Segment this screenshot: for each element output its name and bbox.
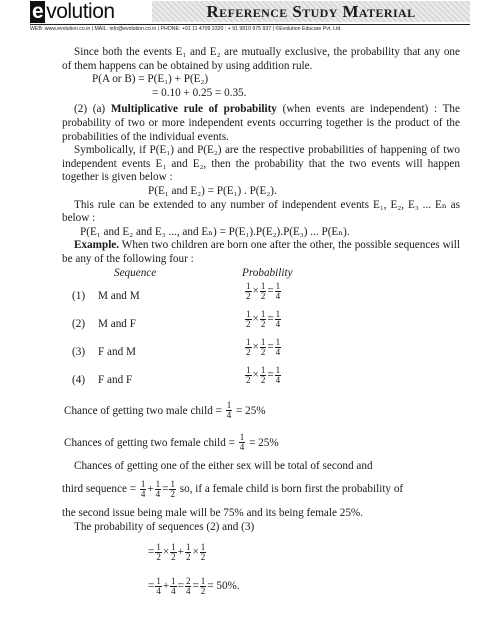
numerator: 1 bbox=[260, 336, 266, 347]
numerator: 1 bbox=[275, 364, 281, 375]
fraction-half bbox=[260, 310, 267, 329]
fraction-half bbox=[245, 282, 252, 301]
equals-sign: = bbox=[267, 368, 274, 381]
equation-addition bbox=[92, 73, 460, 87]
fraction-half bbox=[260, 282, 267, 301]
fraction-quarter bbox=[155, 480, 162, 499]
table-row bbox=[62, 338, 460, 366]
numerator: 1 bbox=[156, 542, 161, 553]
column-probability: Probability bbox=[242, 266, 293, 279]
sequence-result-line bbox=[148, 572, 460, 600]
fraction-quarter bbox=[275, 366, 282, 385]
chance-two-female bbox=[64, 430, 460, 456]
denominator: 4 bbox=[171, 586, 176, 597]
denominator: 4 bbox=[275, 318, 281, 329]
example-label: Example. bbox=[74, 239, 120, 252]
chance-two-female-text: Chances of getting two female child = bbox=[64, 436, 235, 449]
row-probability bbox=[244, 282, 282, 301]
numerator: 1 bbox=[156, 576, 161, 587]
column-sequence: Sequence bbox=[114, 266, 157, 279]
sequence-table bbox=[62, 282, 460, 394]
row-sequence: F and M bbox=[98, 345, 136, 358]
denominator: 2 bbox=[200, 586, 206, 597]
plus-sign: + bbox=[147, 483, 154, 496]
row-index: (4) bbox=[72, 373, 86, 386]
fraction-half bbox=[200, 577, 207, 596]
sequence-table-header bbox=[62, 267, 460, 282]
numerator: 1 bbox=[226, 400, 232, 411]
fraction-half bbox=[245, 366, 252, 385]
equation-addition-line1: P(A or B) = P(E₁) + P(E₂) bbox=[92, 73, 209, 86]
percent-result: = 25% bbox=[236, 404, 266, 417]
logo-e-mark: e bbox=[32, 0, 44, 23]
times-sign: × bbox=[192, 546, 199, 559]
equals-sign: = bbox=[148, 580, 155, 593]
plus-sign: + bbox=[162, 580, 170, 593]
numerator: 1 bbox=[275, 336, 281, 347]
table-row bbox=[62, 282, 460, 310]
denominator: 4 bbox=[275, 346, 281, 357]
numerator: 1 bbox=[140, 479, 146, 490]
denominator: 2 bbox=[170, 489, 175, 500]
table-row bbox=[62, 366, 460, 394]
numerator: 1 bbox=[246, 336, 251, 347]
numerator: 1 bbox=[246, 364, 251, 375]
row-sequence: F and F bbox=[98, 373, 133, 386]
equals-sign: = bbox=[192, 580, 199, 593]
logo-wordmark: volution bbox=[46, 0, 115, 23]
page-header bbox=[30, 0, 470, 38]
fraction-quarter bbox=[155, 577, 162, 596]
fraction-quarter bbox=[140, 480, 147, 499]
denominator: 2 bbox=[246, 318, 251, 329]
denominator: 4 bbox=[275, 290, 281, 301]
equals-sign: = bbox=[162, 483, 169, 496]
row-sequence: M and M bbox=[98, 289, 140, 302]
row-probability bbox=[244, 366, 282, 385]
equation-product: P(E₁ and E₂) = P(E₁) . P(E₂). bbox=[148, 184, 277, 197]
paragraph-multiplicative-rule bbox=[62, 103, 460, 144]
rule-text: (when events are independent) : The probability of two or more independent events occurring together is the product of the probabilities of the individual events. bbox=[62, 103, 460, 143]
sequence-sum-line bbox=[148, 538, 460, 566]
denominator: 2 bbox=[185, 552, 191, 563]
page-content bbox=[62, 46, 460, 600]
second-issue-line: the second issue being male will be 75% and its being female 25%. bbox=[62, 507, 364, 520]
denominator: 4 bbox=[239, 442, 245, 453]
rule-title: Multiplicative rule of probability bbox=[110, 103, 277, 116]
fraction-quarter bbox=[239, 433, 246, 452]
plus-sign: + bbox=[177, 546, 184, 559]
equals-sign: = bbox=[177, 580, 184, 593]
denominator: 2 bbox=[260, 290, 266, 301]
equals-sign: = bbox=[267, 340, 274, 353]
equals-sign: = bbox=[267, 284, 274, 297]
denominator: 2 bbox=[246, 346, 251, 357]
numerator: 1 bbox=[200, 576, 206, 587]
numerator: 2 bbox=[185, 576, 191, 587]
row-probability bbox=[244, 338, 282, 357]
row-probability bbox=[244, 310, 282, 329]
row-index: (2) bbox=[72, 317, 86, 330]
equals-sign: = bbox=[267, 312, 274, 325]
denominator: 2 bbox=[200, 552, 206, 563]
example-text: When two children are born one after the other, the possible sequences will be any of the following four : bbox=[62, 239, 460, 265]
times-sign: × bbox=[252, 312, 259, 325]
numerator: 1 bbox=[260, 364, 266, 375]
numerator: 1 bbox=[171, 576, 176, 587]
times-sign: × bbox=[252, 368, 259, 381]
chance-two-male bbox=[64, 398, 460, 424]
numerator: 1 bbox=[246, 280, 251, 291]
third-sequence-label: third sequence = bbox=[62, 483, 137, 496]
fraction-half bbox=[155, 543, 162, 562]
fraction-two-quarters bbox=[185, 577, 192, 596]
numerator: 1 bbox=[239, 432, 245, 443]
fraction-quarter bbox=[170, 577, 177, 596]
paragraph-either-sex: Chances of getting one of the either sex will be total of second and bbox=[74, 459, 373, 472]
table-row bbox=[62, 310, 460, 338]
paragraph-extension: This rule can be extended to any number of independent events E₁, E₂, E₃ ... Eₙ as below : bbox=[62, 198, 460, 225]
fraction-half bbox=[245, 310, 252, 329]
numerator: 1 bbox=[200, 542, 206, 553]
denominator: 4 bbox=[140, 489, 146, 500]
times-sign: × bbox=[252, 284, 259, 297]
denominator: 4 bbox=[226, 410, 232, 421]
fraction-half bbox=[245, 338, 252, 357]
denominator: 2 bbox=[156, 552, 161, 563]
numerator: 1 bbox=[155, 479, 161, 490]
equals-sign: = bbox=[148, 546, 155, 559]
numerator: 1 bbox=[170, 479, 175, 490]
fraction-half bbox=[169, 480, 176, 499]
paragraph-exclusive: Since both the events E₁ and E₂ are mutually exclusive, the probability that any one of them happens can be obtained by using addition rule. bbox=[62, 46, 460, 72]
fraction-half bbox=[185, 543, 192, 562]
fraction-quarter bbox=[275, 282, 282, 301]
fraction-quarter bbox=[226, 401, 233, 420]
numerator: 1 bbox=[171, 542, 176, 553]
denominator: 2 bbox=[260, 318, 266, 329]
fraction-quarter bbox=[275, 310, 282, 329]
numerator: 1 bbox=[275, 280, 281, 291]
times-sign: × bbox=[252, 340, 259, 353]
rule-label: (2) (a) bbox=[74, 103, 111, 116]
denominator: 2 bbox=[246, 374, 251, 385]
fraction-quarter bbox=[275, 338, 282, 357]
chance-two-male-text: Chance of getting two male child = bbox=[64, 404, 222, 417]
numerator: 1 bbox=[260, 280, 266, 291]
evolution-logo bbox=[30, 1, 115, 23]
denominator: 4 bbox=[156, 586, 161, 597]
equation-addition-result: = 0.10 + 0.25 = 0.35. bbox=[152, 86, 247, 99]
denominator: 2 bbox=[260, 374, 266, 385]
probability-sequences-line: The probability of sequences (2) and (3) bbox=[74, 520, 255, 533]
equation-product-extended: P(E₁ and E₂ and E₃ ..., and Eₙ) = P(E₁).P(E₂).P(E₃) ... P(Eₙ). bbox=[80, 225, 350, 238]
fraction-half bbox=[260, 338, 267, 357]
reference-banner: Reference Study Material bbox=[152, 1, 470, 22]
percent-result: = 50%. bbox=[207, 580, 240, 593]
denominator: 2 bbox=[260, 346, 266, 357]
numerator: 1 bbox=[185, 542, 191, 553]
numerator: 1 bbox=[246, 308, 251, 319]
denominator: 4 bbox=[155, 489, 161, 500]
fraction-half bbox=[260, 366, 267, 385]
third-sequence-line bbox=[62, 475, 460, 503]
denominator: 4 bbox=[275, 374, 281, 385]
row-index: (3) bbox=[72, 345, 86, 358]
paragraph-example bbox=[62, 239, 460, 266]
fraction-half bbox=[200, 543, 207, 562]
denominator: 2 bbox=[246, 290, 251, 301]
paragraph-symbolically: Symbolically, if P(E₁) and P(E₂) are the respective probabilities of happening of two independent events E₁ and E₂, then the probability that the two events will happen together is given below : bbox=[62, 144, 460, 184]
times-sign: × bbox=[162, 546, 170, 559]
row-sequence: M and F bbox=[98, 317, 136, 330]
fraction-half bbox=[170, 543, 177, 562]
numerator: 1 bbox=[260, 308, 266, 319]
row-index: (1) bbox=[72, 289, 86, 302]
denominator: 2 bbox=[171, 552, 176, 563]
numerator: 1 bbox=[275, 308, 281, 319]
third-sequence-text: so, if a female child is born first the probability of bbox=[176, 483, 404, 496]
percent-result: = 25% bbox=[249, 436, 279, 449]
contact-line: WEB: www.evolution.co.in | MAIL: info@evolution.co.in | PHONE: +91 11 4709 2320 ; + 91 9810 975 937 | ©Evolution Educare Pvt. Ltd. bbox=[30, 24, 470, 34]
denominator: 4 bbox=[185, 586, 191, 597]
